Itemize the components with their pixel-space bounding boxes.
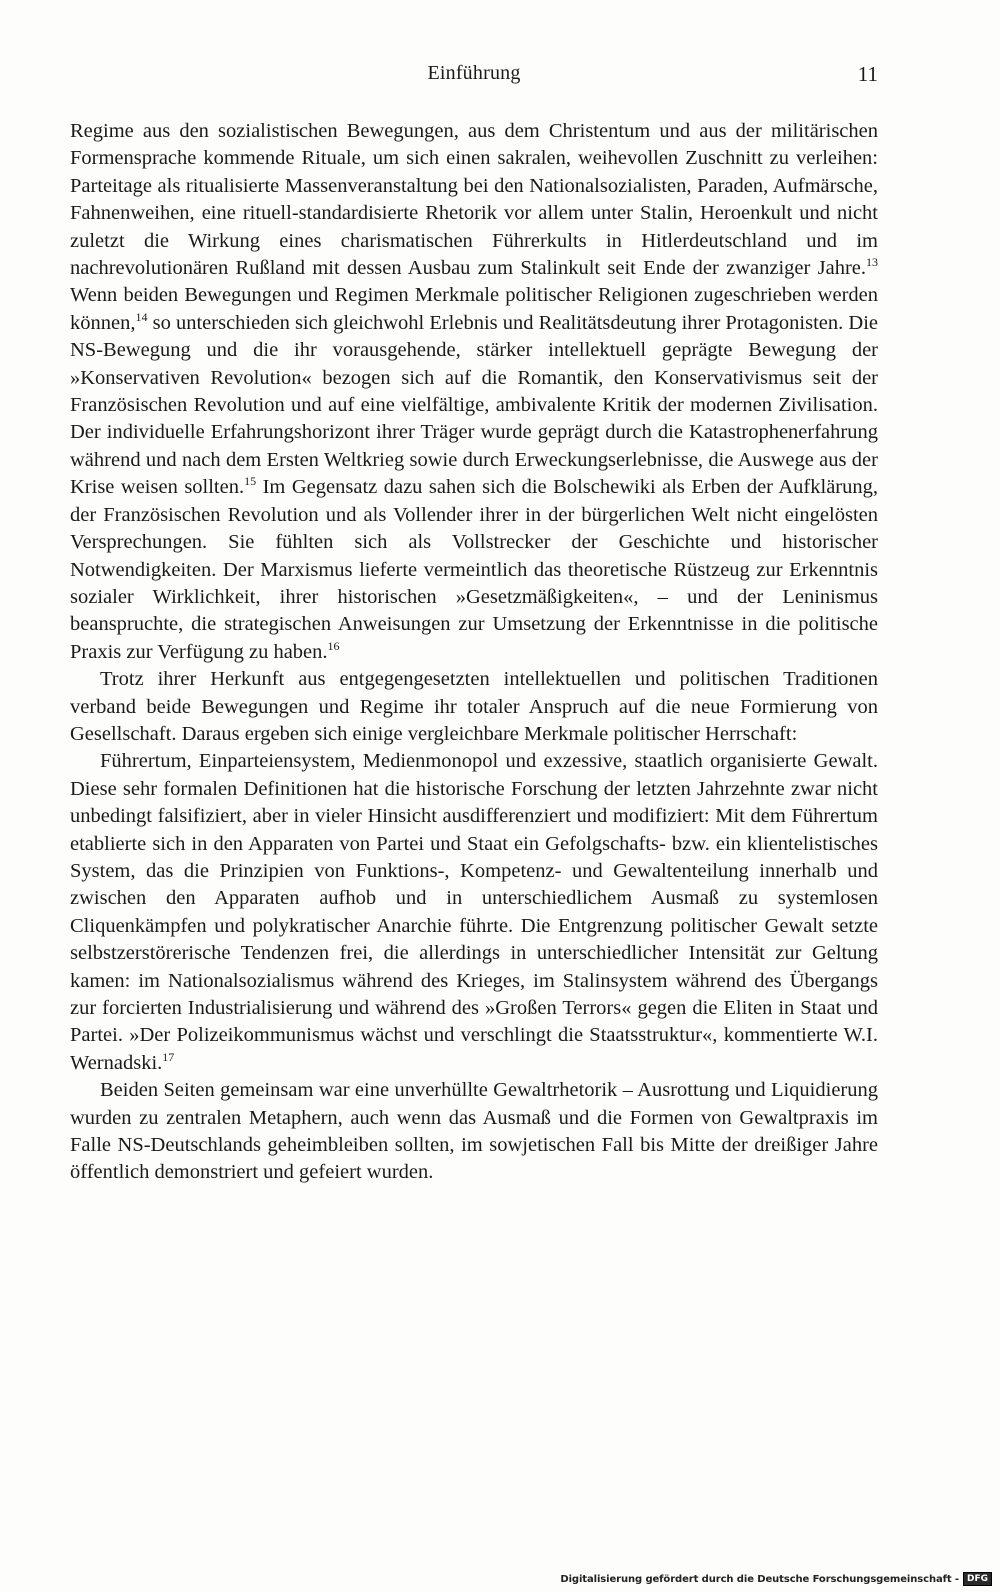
- paragraph-2: [70, 666, 878, 748]
- paragraph-1: [70, 118, 878, 666]
- running-title: Einführung: [427, 62, 521, 84]
- running-head: [70, 62, 878, 92]
- footnote-ref-14: 14: [135, 310, 148, 325]
- paragraph-1-text-1: Regime aus den sozialistischen Bewegungen, aus dem Christentum und aus der militärischen Formensprache kommende Rituale, um sich einen sakralen, weihevollen Zuschnitt zu verleihen: Parteitage als ritualisierte Massenveranstaltung bei den Nationalsozialisten, Paraden, Aufmärsche, Fahnenweihen, eine rituell-standardisierte Rhetorik vor allem unter Stalin, Heroenkult und nicht zuletzt die Wirkung eines charismatischen Führerkults in Hitlerdeutschland und im nachrevolutionären Rußland mit dessen Ausbau zum Stalinkult seit Ende der zwanziger Jahre.: [70, 120, 878, 280]
- paragraph-4-text: Beiden Seiten gemeinsam war eine unverhüllte Gewaltrhetorik – Ausrottung und Liquidierung wurden zu zentralen Metaphern, auch wenn das Ausmaß und die Formen von Gewaltpraxis im Falle NS-Deutschlands geheimbleiben sollten, im sowjetischen Fall bis Mitte der dreißiger Jahre öffentlich demonstriert und gefeiert wurden.: [70, 1079, 878, 1184]
- footnote-ref-16: 16: [327, 638, 340, 653]
- body-text: [70, 118, 878, 1187]
- dfg-logo: DFG: [963, 1572, 992, 1586]
- paragraph-1-text-3: so unterschieden sich gleichwohl Erlebnis und Realitätsdeutung ihrer Protagonisten. Die NS-Bewegung und die ihr vorausgehende, stärker intellektuell geprägte Bewegung der »Konservativen Revolution« bezogen sich auf die Romantik, den Konservativismus seit der Französischen Revolution und auf eine vielfältige, ambivalente Kritik der modernen Zivilisation. Der individuelle Erfahrungshorizont ihrer Träger wurde geprägt durch die Katastrophenerfahrung während und nach dem Ersten Weltkrieg sowie durch Erweckungserlebnisse, die Auswege aus der Krise weisen sollten.: [70, 311, 878, 499]
- digitization-credit: [560, 1570, 992, 1588]
- credit-text: Digitalisierung gefördert durch die Deutsche Forschungsgemeinschaft -: [560, 1573, 959, 1585]
- page-number: 11: [857, 62, 878, 86]
- footnote-ref-17: 17: [162, 1049, 175, 1064]
- paragraph-2-text: Trotz ihrer Herkunft aus entgegengesetzten intellektuellen und politischen Traditionen verband beide Bewegungen und Regime ihr totaler Anspruch auf die neue Formierung von Gesellschaft. Daraus ergeben sich einige vergleichbare Merkmale politischer Herrschaft:: [70, 668, 878, 745]
- footnote-ref-15: 15: [244, 474, 257, 489]
- paragraph-1-text-4: Im Gegensatz dazu sahen sich die Bolschewiki als Erben der Aufklärung, der Französischen Revolution und als Vollender ihrer in der bürgerlichen Welt nicht eingelösten Versprechungen. Sie fühlten sich als Vollstrecker der Geschichte und historischer Notwendigkeiten. Der Marxismus lieferte vermeintlich das theoretische Rüstzeug zur Erkenntnis sozialer Wirklichkeit, ihrer historischen »Gesetzmäßigkeiten«, – und der Leninismus beanspruchte, die strategischen Anweisungen zur Umsetzung der Erkenntnisse in die politische Praxis zur Verfügung zu haben.: [70, 476, 878, 663]
- paragraph-4: [70, 1077, 878, 1187]
- paragraph-3-text: Führertum, Einparteiensystem, Medienmonopol und exzessive, staatlich organisierte Gewalt. Diese sehr formalen Definitionen hat die historische Forschung der letzten Jahrzehnte zwar nicht unbedingt falsifiziert, aber in vieler Hinsicht ausdifferenziert und modifiziert: Mit dem Führertum etablierte sich in den Apparaten von Partei und Staat ein Gefolgschafts- bzw. ein klientelistisches System, das die Prinzipien von Funktions-, Kompetenz- und Gewaltenteilung innerhalb und zwischen den Apparaten aufhob und in unterschiedlichem Ausmaß zu systemlosen Cliquenkämpfen und polykratischer Anarchie führte. Die Entgrenzung politischer Gewalt setzte selbstzerstörerische Tendenzen frei, die allerdings in unterschiedlicher Intensität zur Geltung kamen: im Nationalsozialismus während des Krieges, im Stalinsystem während des Übergangs zur forcierten Industrialisierung und während des »Großen Terrors« gegen die Eliten in Staat und Partei. »Der Polizeikommunismus wächst und verschlingt die Staatsstruktur«, kommentierte W.I. Wernadski.: [70, 750, 878, 1074]
- paragraph-3: [70, 748, 878, 1077]
- footnote-ref-13: 13: [866, 255, 878, 270]
- paragraph-1-text-2: Wenn beiden Bewegungen und Regimen Merkmale politischer Religionen zugeschrieben werden können,: [70, 284, 878, 334]
